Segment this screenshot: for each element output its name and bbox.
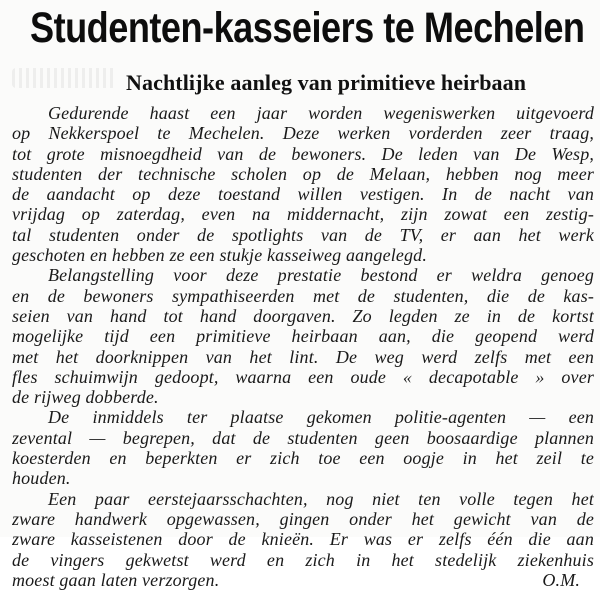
article-line: geschoten en hebben ze een stukje kasseiweg aangelegd. (12, 245, 427, 266)
article-line: met het doorknippen van het lint. De weg werd zelfs met een (12, 346, 594, 367)
article-line: op Nekkerspoel te Mechelen. Deze werken vorderden zeer traag, (12, 123, 594, 144)
article-line: tal studenten onder de spotlights van de TV, er aan het werk (12, 224, 594, 245)
article-line: zevental — begrepen, dat de studenten geen boosaardige plannen (12, 427, 594, 448)
article-line: fles schuimwijn gedoopt, waarna een oude « decapotable » over (12, 366, 594, 387)
article-line: de vingers gekwetst werd en zich in het stedelijk ziekenhuis (12, 549, 594, 570)
article-line: en de bewoners sympathiseerden met de studenten, die de kas- (12, 285, 594, 306)
article-line: studenten der technische scholen op de Melaan, hebben nog meer (12, 163, 594, 184)
article-line: mogelijke tijd een primitieve heirbaan aan, die geopend werd (12, 326, 594, 347)
article-line: seien van hand tot hand doorgaven. Zo legden ze in de kortst (12, 305, 594, 326)
article-line: vrijdag op zaterdag, even na middernacht, zijn zowat een zestig- (12, 204, 594, 225)
article-line: Een paar eerstejaarsschachten, nog niet ten volle tegen het (48, 488, 594, 509)
article-line: moest gaan laten verzorgen. (12, 569, 220, 590)
byline: O.M. (542, 569, 580, 590)
article-body (12, 103, 594, 590)
subheadline: Nachtlijke aanleg van primitieve heirbaan (126, 70, 527, 95)
article-line: Gedurende haast een jaar worden wegeniswerken uitgevoerd (48, 103, 594, 123)
article-last-line (12, 570, 594, 590)
print-smudge (12, 68, 116, 88)
article-line: zware handwerk opgewassen, gingen onder het gewicht van de (12, 508, 594, 529)
headline: Studenten-kasseiers te Mechelen (30, 4, 585, 52)
article-line: zware kasseistenen door de knieën. Er was er zelfs één die aan (12, 529, 594, 550)
article-line: de rijweg dobberde. (12, 387, 159, 408)
article-line: Belangstelling voor deze prestatie bestond er weldra genoeg (48, 265, 594, 286)
article-line: koesterden en beperkten er zich toe een oogje in het zeil te (12, 448, 594, 469)
article-line: tot grote misnoegdheid van de bewoners. De leden van De Wesp, (12, 143, 594, 164)
article-line: houden. (12, 468, 71, 489)
article-line: de aandacht op deze toestand willen vestigen. In de nacht van (12, 184, 594, 205)
article-line: De inmiddels ter plaatse gekomen politie-agenten — een (48, 407, 594, 428)
